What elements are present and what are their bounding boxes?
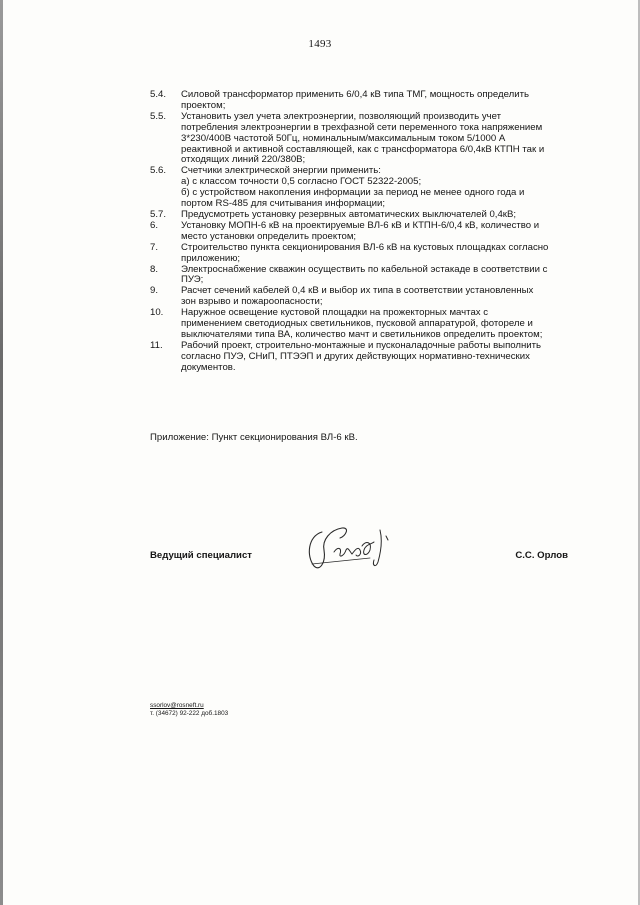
list-item: [150, 265, 578, 287]
item-text: [181, 166, 578, 210]
item-text-line: отходящих линий 220/380В;: [181, 154, 306, 166]
item-text-line: Установку МОПН-6 кВ на проектируемые ВЛ-6 кВ и КТПН-6/0,4 кВ, количество и: [181, 219, 540, 231]
item-text-line: а) с классом точности 0,5 согласно ГОСТ 52322-2005;: [181, 176, 422, 188]
item-text-line: Рабочий проект, строительно-монтажные и пусконаладочные работы выполнить: [181, 339, 542, 351]
item-text: [181, 265, 578, 287]
item-text: [181, 112, 578, 167]
signatory-name: С.С. Орлов: [515, 550, 568, 561]
contact-block: [150, 702, 228, 718]
item-text-line: Строительство пункта секционирования ВЛ-6 кВ на кустовых площадках согласно: [181, 241, 549, 253]
list-item: [150, 286, 578, 308]
item-text-line: Силовой трансформатор применить 6/0,4 кВ типа ТМГ, мощность определить: [181, 89, 529, 100]
item-text-line: ПУЭ;: [181, 274, 204, 286]
item-number: 6.: [150, 219, 159, 231]
list-item: [150, 341, 578, 374]
item-text-line: приложению;: [181, 252, 241, 264]
item-number: 5.4.: [150, 89, 167, 100]
item-text-line: Предусмотреть установку резервных автоматических выключателей 0,4кВ;: [181, 208, 517, 220]
item-text-line: место установки определить проектом;: [181, 230, 357, 242]
item-number: 5.7.: [150, 208, 167, 220]
list-item: [150, 166, 578, 210]
item-text-line: документов.: [181, 361, 236, 373]
list-item: [150, 112, 578, 167]
item-number: 9.: [150, 285, 159, 297]
item-text-line: Электроснабжение скважин осуществить по кабельной эстакаде в соответствии с: [181, 263, 548, 275]
item-number: 11.: [150, 339, 163, 351]
signatory-title: Ведущий специалист: [150, 550, 252, 561]
item-number: 8.: [150, 263, 159, 275]
item-text-line: 3*230/400В частотой 50Гц, номинальным/максимальным током 5/1000 А: [181, 132, 506, 144]
item-text-line: Наружное освещение кустовой площадки на прожекторных мачтах с: [181, 307, 489, 319]
attachment-note: Приложение: Пункт секционирования ВЛ-6 кВ.: [150, 432, 358, 443]
handwritten-signature: [300, 522, 400, 574]
item-text-line: зон взрыво и пожароопасности;: [181, 296, 323, 308]
item-text: [181, 341, 578, 374]
item-text-line: Установить узел учета электроэнергии, позволяющий производить учет: [181, 110, 502, 122]
item-text-line: потребления электроэнергии в трехфазной сети переменного тока напряжением: [181, 121, 543, 133]
item-text-line: Счетчики электрической энергии применить:: [181, 165, 381, 177]
contact-phone: т. (34672) 92-222 доб.1803: [150, 710, 229, 717]
item-number: 10.: [150, 307, 164, 319]
item-text-line: выключателями типа ВА, количество мачт и светильников определить проектом;: [181, 328, 543, 340]
item-text: [181, 221, 578, 243]
item-text: [181, 243, 578, 265]
item-text-line: согласно ПУЭ, СНиП, ПТЭЭП и других действующих нормативно-технических: [181, 350, 530, 362]
item-text: [181, 90, 578, 112]
item-text-line: применением светодиодных светильников, пусковой аппаратурой, фотореле и: [181, 318, 533, 330]
item-text-line: Расчет сечений кабелей 0,4 кВ и выбор их типа в соответствии установленных: [181, 285, 534, 297]
scan-edge-left: [0, 0, 3, 905]
list-item: [150, 90, 578, 112]
item-text-line: б) с устройством накопления информации за период не менее одного года и: [181, 187, 525, 199]
item-text: [181, 308, 578, 341]
contact-email[interactable]: ssorlov@rosneft.ru: [150, 702, 204, 709]
page-number: 1493: [308, 38, 332, 50]
list-item: [150, 221, 578, 243]
item-number: 5.5.: [150, 110, 167, 122]
item-number: 5.6.: [150, 165, 167, 177]
list-item: [150, 308, 578, 341]
requirements-list: [150, 90, 578, 374]
list-item: [150, 243, 578, 265]
item-number: 7.: [150, 241, 159, 253]
item-text-line: проектом;: [181, 99, 226, 111]
item-text-line: портом RS-485 для считывания информации;: [181, 198, 385, 210]
item-text-line: реактивной и активной составляющей, как с трансформатора 6/0,4кВ КТПН так и: [181, 143, 545, 155]
item-text: [181, 286, 578, 308]
